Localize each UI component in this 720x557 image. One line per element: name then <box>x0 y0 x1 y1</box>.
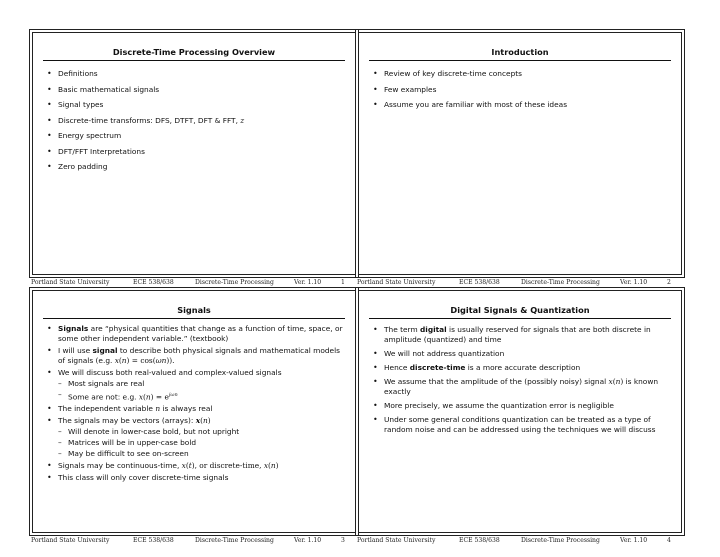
list-item: • Review of key discrete-time concepts <box>371 69 671 79</box>
footer-university: Portland State University <box>357 537 436 544</box>
bullet-list <box>371 325 671 441</box>
slide-footer <box>29 535 359 545</box>
footer-topic: Discrete-Time Processing <box>521 537 600 544</box>
bullet-list <box>45 69 345 178</box>
list-item: • Hence discrete-time is a more accurate description <box>371 363 671 373</box>
list-item: • Signals may be continuous-time, x(t), or discrete-time, x(n) <box>45 461 345 471</box>
list-item: • The independent variable n is always real <box>45 404 345 414</box>
list-item: • We will not address quantization <box>371 349 671 359</box>
page-number: 1 <box>341 279 345 286</box>
sub-item: – May be difficult to see on-screen <box>58 449 345 459</box>
sub-list <box>58 379 345 402</box>
list-item: • Energy spectrum <box>45 131 345 141</box>
list-item: • Basic mathematical signals <box>45 85 345 95</box>
slide-footer <box>29 277 359 287</box>
slide-2 <box>357 32 682 286</box>
sub-list <box>58 427 345 459</box>
footer-topic: Discrete-Time Processing <box>195 537 274 544</box>
list-item: • The term digital is usually reserved for signals that are both discrete in amplitude (quantized) and time <box>371 325 671 345</box>
footer-version: Ver. 1.10 <box>294 279 322 286</box>
list-item: • The signals may be vectors (arrays): x(n) – Will denote in lower-case bold, but not upright – Matrices will be in upper-case bold – May be difficult to see on-screen <box>45 416 345 459</box>
slide-title: Digital Signals & Quantization <box>369 305 671 319</box>
list-item: • Discrete-time transforms: DFS, DTFT, DFT & FFT, z <box>45 116 345 126</box>
slide-3 <box>31 290 356 544</box>
slide-title: Signals <box>43 305 345 319</box>
list-item: • Few examples <box>371 85 671 95</box>
page-number: 2 <box>667 279 671 286</box>
page-number: 3 <box>341 537 345 544</box>
list-item: • I will use signal to describe both physical signals and mathematical models of signals (e.g. x(n) = cos(ωn)). <box>45 346 345 366</box>
slide-4 <box>357 290 682 544</box>
list-item: • Assume you are familiar with most of these ideas <box>371 100 671 110</box>
list-item: • More precisely, we assume the quantization error is negligible <box>371 401 671 411</box>
list-item: • Signals are “physical quantities that change as a function of time, space, or some other independent variable.” (textbook) <box>45 324 345 344</box>
list-item: • We will discuss both real-valued and complex-valued signals – Most signals are real – Some are not: e.g. $x(n) = e^{j\omega n}$ <box>45 368 345 402</box>
footer-topic: Discrete-Time Processing <box>195 279 274 286</box>
footer-version: Ver. 1.10 <box>620 279 648 286</box>
slide-footer <box>355 535 685 545</box>
footer-university: Portland State University <box>357 279 436 286</box>
footer-topic: Discrete-Time Processing <box>521 279 600 286</box>
list-item: • Definitions <box>45 69 345 79</box>
sub-item: – Will denote in lower-case bold, but not upright <box>58 427 345 437</box>
bullet-list <box>45 324 345 489</box>
footer-course: ECE 538/638 <box>133 537 174 544</box>
list-item: • Signal types <box>45 100 345 110</box>
slide-1 <box>31 32 356 286</box>
list-item: • DFT/FFT Interpretations <box>45 147 345 157</box>
list-item: • Under some general conditions quantization can be treated as a type of random noise and can be addressed using the techniques we will discuss <box>371 415 671 435</box>
list-item: • Zero padding <box>45 162 345 172</box>
footer-version: Ver. 1.10 <box>620 537 648 544</box>
page-number: 4 <box>667 537 671 544</box>
sub-item: – Some are not: e.g. $x(n) = e^{j\omega n}$ <box>58 390 345 402</box>
bullet-list <box>371 69 671 116</box>
list-item: • This class will only cover discrete-time signals <box>45 473 345 483</box>
list-item: • We assume that the amplitude of the (possibly noisy) signal x(n) is known exactly <box>371 377 671 397</box>
footer-course: ECE 538/638 <box>133 279 174 286</box>
slide-footer <box>355 277 685 287</box>
footer-university: Portland State University <box>31 279 110 286</box>
footer-version: Ver. 1.10 <box>294 537 322 544</box>
slide-title: Discrete-Time Processing Overview <box>43 47 345 61</box>
sub-item: – Most signals are real <box>58 379 345 389</box>
footer-course: ECE 538/638 <box>459 279 500 286</box>
slide-title: Introduction <box>369 47 671 61</box>
footer-course: ECE 538/638 <box>459 537 500 544</box>
footer-university: Portland State University <box>31 537 110 544</box>
sub-item: – Matrices will be in upper-case bold <box>58 438 345 448</box>
